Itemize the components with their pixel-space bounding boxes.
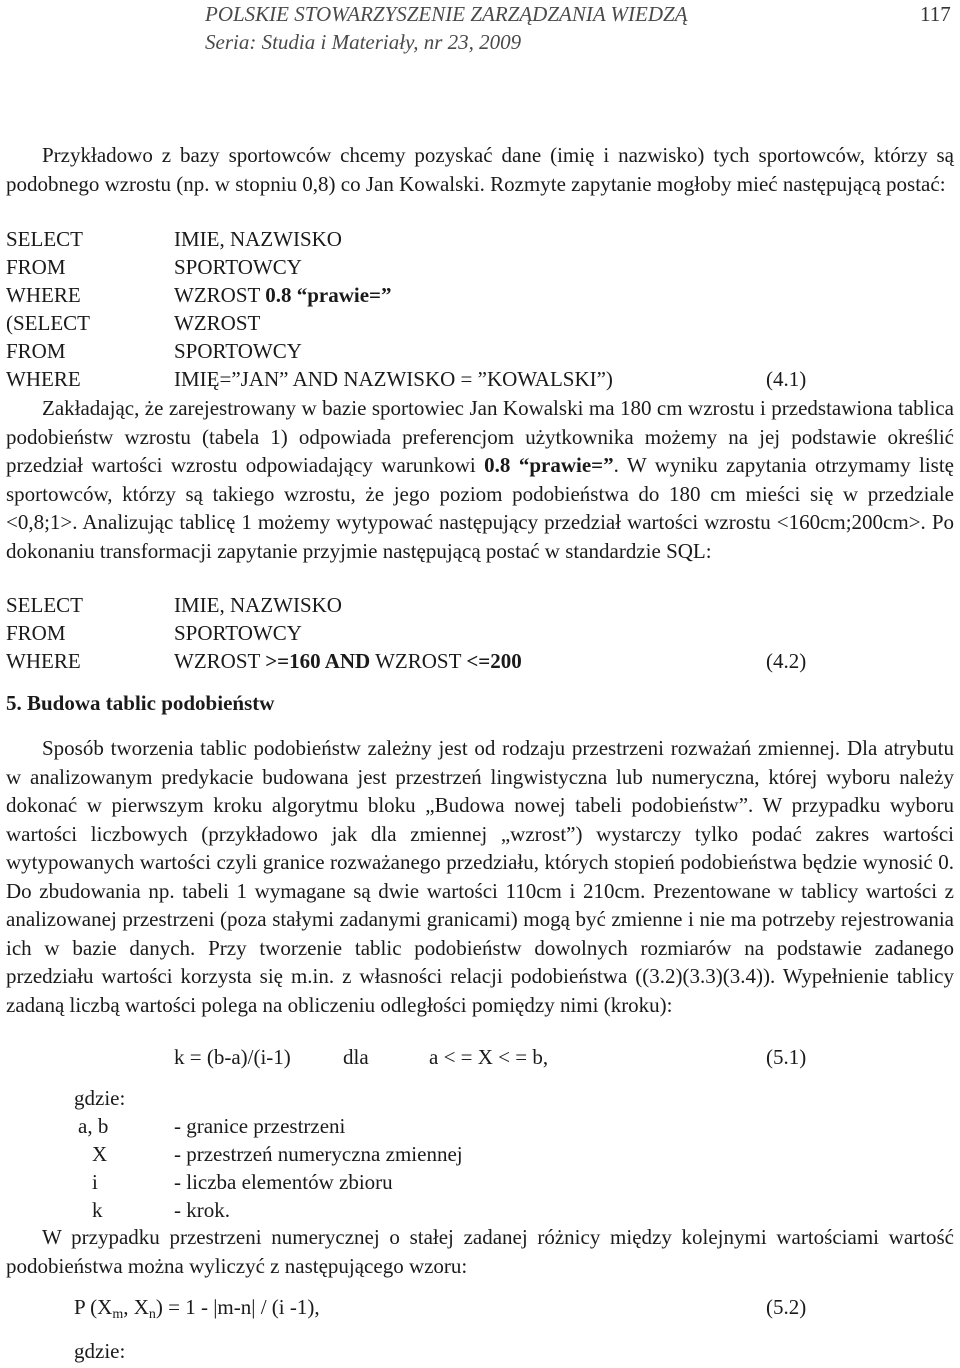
query1-value: IMIĘ=”JAN” AND NAZWISKO = ”KOWALSKI”): [174, 367, 613, 391]
legend-symbol: i: [92, 1170, 98, 1194]
query1-keyword: (SELECT: [6, 311, 90, 335]
query2-keyword: WHERE: [6, 649, 81, 673]
journal-title: POLSKIE STOWARZYSZENIE ZARZĄDZANIA WIEDZĄ: [205, 2, 688, 26]
query1-value: SPORTOWCY: [174, 339, 302, 363]
equation-number-4-2: (4.2): [766, 649, 807, 673]
equation-number-5-2: (5.2): [766, 1295, 807, 1319]
legend-desc: - liczba elementów zbioru: [174, 1170, 393, 1194]
query2-value: WZROST: [370, 649, 467, 673]
query2-keyword: FROM: [6, 621, 66, 645]
legend-desc: - granice przestrzeni: [174, 1114, 346, 1138]
method-paragraph: [6, 734, 954, 1019]
legend-item: [78, 1112, 345, 1140]
formula-5-1-mid: dla: [343, 1045, 369, 1069]
similarity-text: W przypadku przestrzeni numerycznej o stałej zadanej różnicy między kolejnymi wartościami wartość podobieństwa można wyliczyć z następującego wzoru:: [6, 1225, 954, 1278]
legend-item: [78, 1168, 393, 1196]
query1-fuzzy-condition: 0.8 “prawie=”: [265, 283, 392, 307]
equation-number-5-1: (5.1): [766, 1045, 807, 1069]
query2-upper-bound: <=200: [466, 649, 522, 673]
query2-row-select: [6, 591, 342, 619]
query1-row-from: [6, 253, 302, 281]
explanation-text-b: . W wyniku zapytania otrzymamy listę sportowców, którzy są takiego wzrostu, że jego poziom podobieństwa do 180 cm mieści się w przedziale <0,8;1>. Analizując tablicę 1 możemy wytypować następujący przedział wartości wzrostu <160cm;200cm>. Po dokonaniu transformacji zapytanie przyjmie następującą postać w standardzie SQL:: [6, 453, 954, 563]
legend-desc: - krok.: [174, 1198, 230, 1222]
query2-value: WZROST: [174, 649, 266, 673]
formula-5-1-lhs: k = (b-a)/(i-1): [174, 1045, 291, 1069]
query1-keyword: FROM: [6, 255, 66, 279]
query1-row-subselect: [6, 309, 260, 337]
method-text: Sposób tworzenia tablic podobieństw zależny jest od rodzaju przestrzeni rozważań zmiennej. Dla atrybutu w analizowanym predykacie budowana jest przestrzeń lingwistyczna lub numeryczna, której wyboru należy dokonać w pierwszym kroku algorytmu bloku „Budowa nowej tabeli podobieństw”. W przypadku wyboru wartości liczbowych (przykładowo jak dla zmiennej „wzrost”) wystarczy tylko podać zakres wartości wytypowanych wartości czyli granice rozważanego przedziału, których stopień podobieństwa będzie wynosić 0. Do zbudowania np. tabeli 1 wymagane są dwie wartości 110cm i 210cm. Prezentowane w tablicy wartości z analizowanej przestrzeni (poza stałymi zadanymi granicami) mogą być zmienne i nie ma potrzeby rejestrowania ich w bazie danych. Przy tworzenie tablic podobieństw dowolnych rozmiarów na podstawie zadanego przedziału wartości korzysta się m.in. z własności relacji podobieństwa ((3.2)(3.3)(3.4)). Wypełnienie tablicy zadaną liczbą wartości polega na obliczeniu odległości pomiędzy nimi (kroku):: [6, 736, 954, 1017]
query2-lower-bound: >=160 AND: [265, 649, 371, 673]
query1-value: SPORTOWCY: [174, 255, 302, 279]
query1-row-subfrom: [6, 337, 302, 365]
query1-row-subwhere: [6, 365, 613, 393]
legend-item: [78, 1196, 230, 1224]
query2-value: SPORTOWCY: [174, 621, 302, 645]
explanation-condition: 0.8 “prawie=”: [484, 453, 614, 477]
query1-value: WZROST: [174, 311, 261, 335]
similarity-paragraph: [6, 1223, 954, 1280]
legend-symbol: X: [92, 1142, 108, 1166]
where-label: gdzie:: [74, 1086, 126, 1110]
query1-row-where: [6, 281, 392, 309]
query1-value: IMIE, NAZWISKO: [174, 227, 342, 251]
where-label-2: gdzie:: [74, 1339, 126, 1363]
legend-desc: - przestrzeń numeryczna zmiennej: [174, 1142, 463, 1166]
query1-keyword: SELECT: [6, 227, 83, 251]
intro-paragraph: [6, 141, 954, 198]
explanation-text-a: Zakładając, że zarejestrowany w bazie sportowiec Jan Kowalski ma 180 cm wzrostu i przedstawiona tablica podobieństw wzrostu (tabela 1) odpowiada preferencjom użytkownika możemy na jej podstawie określić przedział wartości wzrostu odpowiadający warunkowi: [6, 396, 954, 477]
explanation-paragraph: [6, 394, 954, 565]
query1-keyword: FROM: [6, 339, 66, 363]
legend-symbol: k: [92, 1198, 103, 1222]
query1-keyword: WHERE: [6, 283, 81, 307]
formula-5-2-expression: P ($X_m$, $X_n) = 1 - |m-n| / (i$ -1),: [74, 1295, 320, 1322]
query2-row-from: [6, 619, 302, 647]
page-number: 117: [920, 2, 951, 26]
query1-value: WZROST: [174, 283, 266, 307]
query1-row-select: [6, 225, 342, 253]
intro-text: Przykładowo z bazy sportowców chcemy pozyskać dane (imię i nazwisko) tych sportowców, którzy są podobnego wzrostu (np. w stopniu 0,8) co Jan Kowalski. Rozmyte zapytanie mogłoby mieć następującą postać:: [6, 143, 954, 196]
section-heading: 5. Budowa tablic podobieństw: [6, 691, 275, 715]
query2-row-where: [6, 647, 522, 675]
query2-value: IMIE, NAZWISKO: [174, 593, 342, 617]
query2-keyword: SELECT: [6, 593, 83, 617]
legend-symbol: a, b: [78, 1114, 109, 1138]
formula-5-1-rhs: a < = X < = b,: [429, 1045, 549, 1069]
series-info: Seria: Studia i Materiały, nr 23, 2009: [205, 30, 522, 54]
equation-number-4-1: (4.1): [766, 367, 807, 391]
query1-keyword: WHERE: [6, 367, 81, 391]
legend-item: [78, 1140, 463, 1168]
